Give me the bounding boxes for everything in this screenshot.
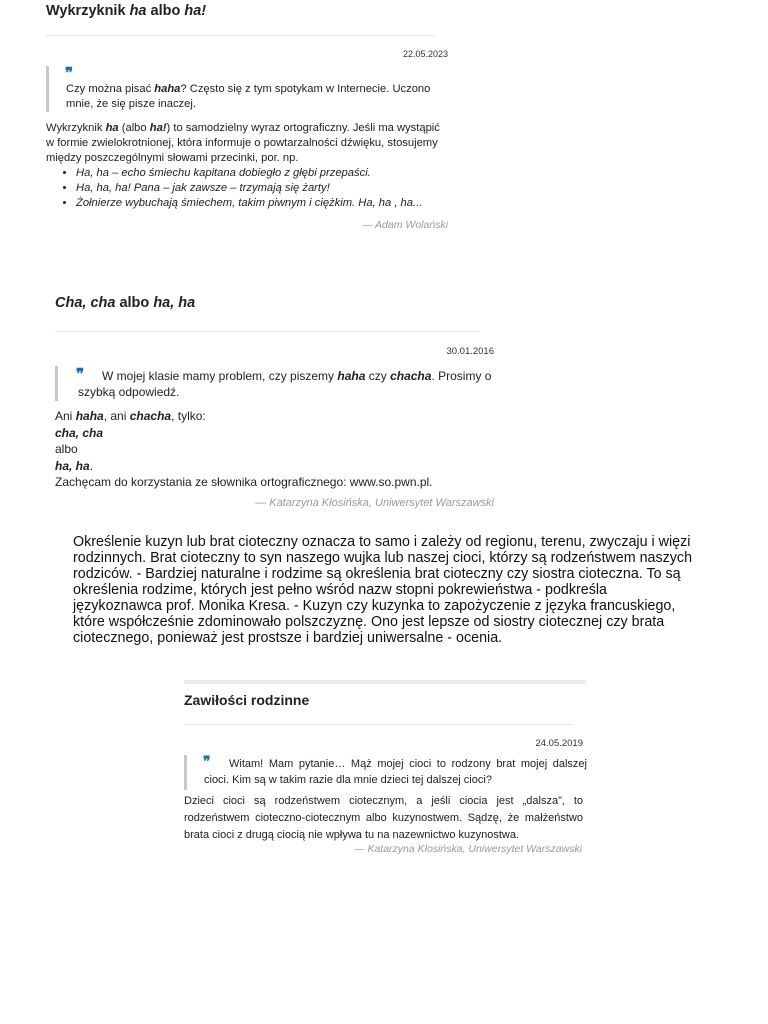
title-divider <box>46 35 435 36</box>
card-title[interactable]: Wykrzyknik ha albo ha! <box>46 3 207 19</box>
title-divider <box>184 724 572 725</box>
answer-text: Wykrzyknik ha (albo ha!) to samodzielny wyraz ortograficzny. Jeśli ma wystąpić w formie zwielokrotnionej, która informuje o powtarzalności dźwięku, stosujemy między poszczególnymi słowami przecinki, por. np. • Ha, ha – echo śmiechu kapitana dobiegło z głębi przepaści. • Ha, ha, ha! Pana – jak zawsze – trzymają się żarty! • Żołnierze wybuchają śmiechem, takim piwnym i ciężkim. Ha, ha , ha... <box>46 121 448 211</box>
card-date: 24.05.2019 <box>535 738 583 749</box>
list-item: • Żołnierze wybuchają śmiechem, takim piwnym i ciężkim. Ha, ha , ha... <box>76 196 448 211</box>
card-title[interactable]: Zawiłości rodzinne <box>184 692 310 708</box>
question-quote <box>46 66 447 112</box>
example-list <box>46 166 448 211</box>
card-date: 30.01.2016 <box>446 346 494 357</box>
answer-author[interactable]: — Katarzyna Kłosińska, Uniwersytet Warszawski <box>255 497 494 509</box>
article-paragraph: Określenie kuzyn lub brat cioteczny oznacza to samo i zależy od regionu, terenu, zwyczaju i więzi rodzinnych. Brat cioteczny to syn naszego wujka lub naszej cioci, którzy są rodzeństwem naszych rodziców. - Bardziej naturalne i rodzime są określenia brat cioteczny czy siostra cioteczna. To są określenia rodzime, których jest pełno wśród nazw stopni pokrewieństwa - podkreśla językoznawca prof. Monika Kresa. - Kuzyn czy kuzynka to zapożyczenie z języka francuskiego, które współcześnie zdominowało polszczyznę. Ono jest lepsze od siostry ciotecznej czy brata ciotecznego, ponieważ jest prostsze i bardziej uniwersalne - ocenia. <box>73 534 693 646</box>
list-item: • Ha, ha, ha! Pana – jak zawsze – trzymają się żarty! <box>76 181 448 196</box>
dictionary-link-text: Zachęcam do korzystania ze słownika ortograficznego: www.so.pwn.pl. <box>55 475 433 489</box>
question-text: Czy można pisać haha? Często się z tym spotykam w Internecie. Uczono mnie, że się pisze inaczej. <box>66 83 431 110</box>
answer-author[interactable]: — Adam Wolański <box>362 219 448 231</box>
question-text: W mojej klasie mamy problem, czy piszemy haha czy chacha. Prosimy o szybką odpowiedź. <box>78 369 492 399</box>
card-top-border <box>184 680 586 684</box>
card-date: 22.05.2023 <box>402 49 448 59</box>
card-title[interactable]: Cha, cha albo ha, ha <box>55 295 196 311</box>
question-quote <box>55 366 494 401</box>
answer-text: Dzieci cioci są rodzeństwem ciotecznym, a jeśli ciocia jest „dalsza”, to rodzeństwem cioteczno-ciotecznym albo kuzynostwem. Sądzę, że małżeństwo brata cioci z drugą ciocią nie wpływa tu na nazewnictwo kuzynostwa. <box>184 795 583 841</box>
answer-author[interactable]: — Katarzyna Kłosińska, Uniwersytet Warszawski <box>354 843 582 855</box>
quote-icon: ❞ <box>65 64 74 82</box>
title-divider <box>55 331 480 332</box>
quote-icon: ❞ <box>76 365 85 383</box>
question-text: Witam! Mam pytanie… Mąż mojej cioci to rodzony brat mojej dalszej cioci. Kim są w takim razie dla mnie dzieci tej dalszej cioci? <box>204 758 587 786</box>
answer-text: Ani haha, ani chacha, tylko: cha, cha albo ha, ha. Zachęcam do korzystania ze słownika ortograficznego: www.so.pwn.pl. <box>55 408 494 491</box>
quote-icon: ❞ <box>203 754 211 770</box>
question-quote <box>184 755 587 790</box>
list-item: • Ha, ha – echo śmiechu kapitana dobiegło z głębi przepaści. <box>76 166 448 181</box>
